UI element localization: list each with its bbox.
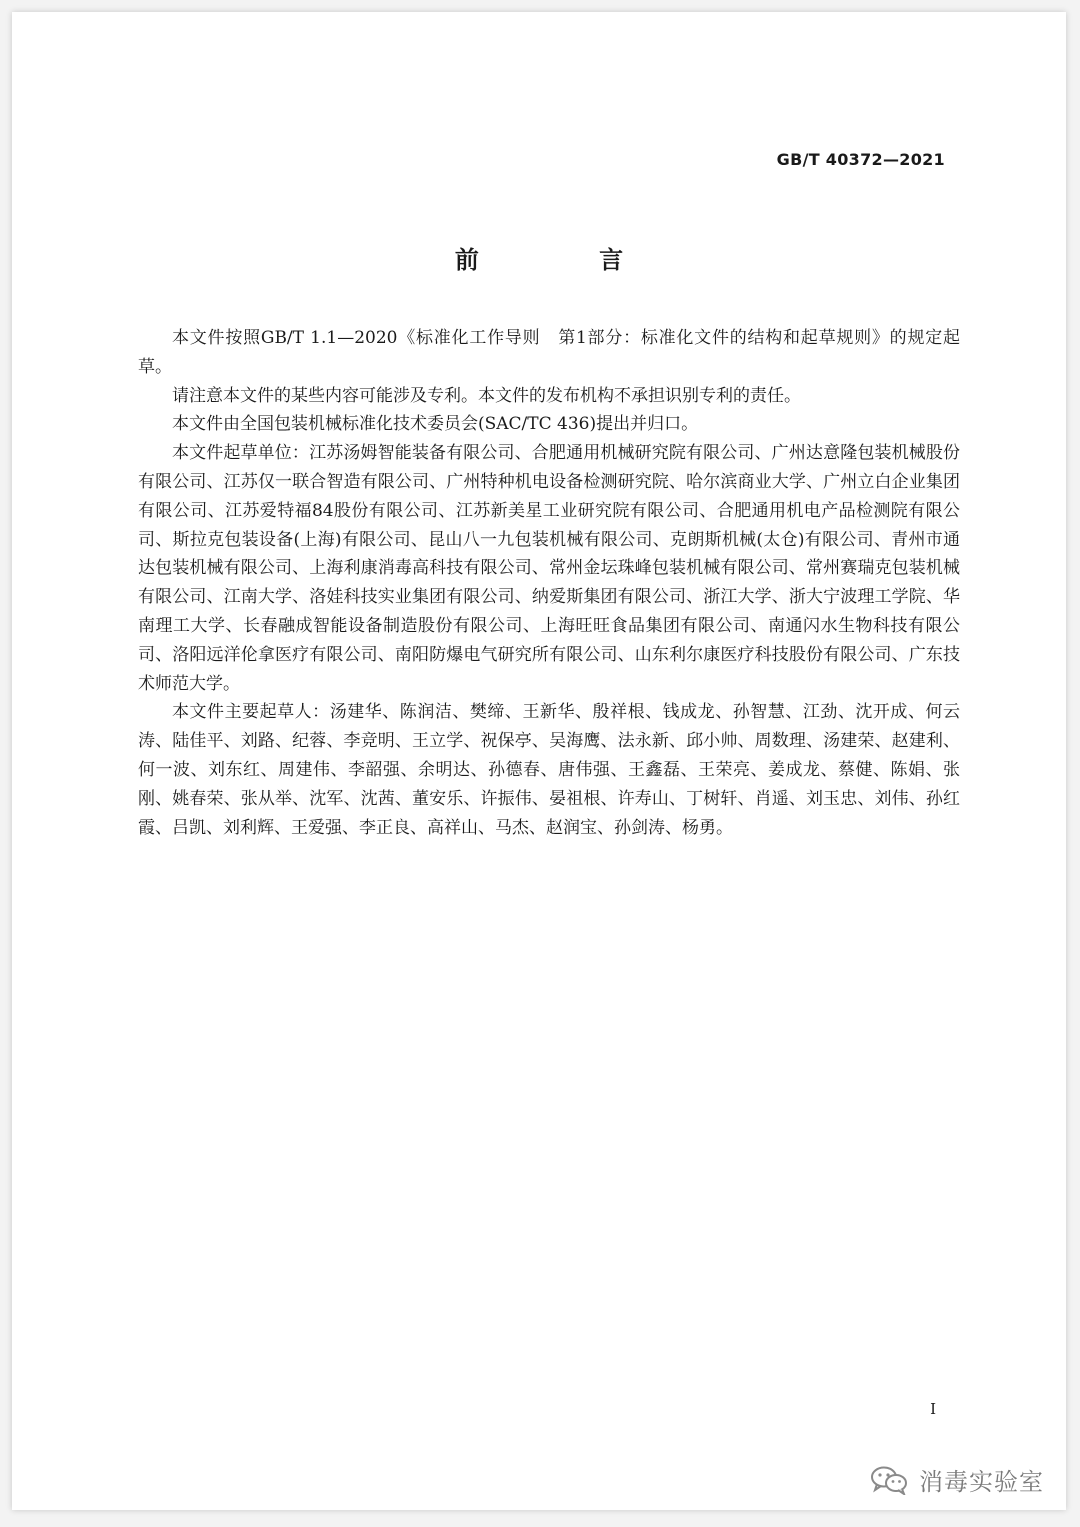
document-page [12, 12, 1066, 1510]
paragraph-patent-notice: 请注意本文件的某些内容可能涉及专利。本文件的发布机构不承担识别专利的责任。 [172, 385, 801, 406]
paragraph-proposer: 本文件由全国包装机械标准化技术委员会(SAC/TC 436)提出并归口。 [172, 414, 699, 435]
paragraph-drafting-rules: 本文件按照GB/T 1.1—2020《标准化工作导则 第1部分：标准化文件的结构和起草规则》的规定起草。 [138, 328, 960, 377]
wechat-icon [869, 1465, 909, 1495]
paragraph-drafters: 本文件主要起草人：汤建华、陈润洁、樊缔、王新华、殷祥根、钱成龙、孙智慧、江劲、沈开成、何云涛、陆佳平、刘路、纪蓉、李竞明、王立学、祝保亭、吴海鹰、法永新、邱小帅、周数理、汤建荣、赵建利、何一波、刘东红、周建伟、李韶强、余明达、孙德春、唐伟强、王鑫磊、王荣亮、姜成龙、蔡健、陈娟、张刚、姚春荣、张从举、沈军、沈茜、董安乐、许振伟、晏祖根、许寿山、丁树轩、肖遥、刘玉忠、刘伟、孙红霞、吕凯、刘利辉、王爱强、李正良、高祥山、马杰、赵润宝、孙剑涛、杨勇。 [138, 702, 960, 838]
paragraph-drafting-units: 本文件起草单位：江苏汤姆智能装备有限公司、合肥通用机械研究院有限公司、广州达意隆包装机械股份有限公司、江苏仅一联合智造有限公司、广州特种机电设备检测研究院、哈尔滨商业大学、广州立白企业集团有限公司、江苏爱特福84股份有限公司、江苏新美星工业研究院有限公司、合肥通用机电产品检测院有限公司、斯拉克包装设备(上海)有限公司、昆山八一九包装机械有限公司、克朗斯机械(太仓)有限公司、青州市通达包装机械有限公司、上海利康消毒高科技有限公司、常州金坛珠峰包装机械有限公司、常州赛瑞克包装机械有限公司、江南大学、洛娃科技实业集团有限公司、纳爱斯集团有限公司、浙江大学、浙大宁波理工学院、华南理工大学、长春融成智能设备制造股份有限公司、上海旺旺食品集团有限公司、南通闪水生物科技有限公司、洛阳远洋伦拿医疗有限公司、南阳防爆电气研究所有限公司、山东利尔康医疗科技股份有限公司、广东技术师范大学。 [138, 443, 960, 694]
watermark [869, 1462, 1044, 1497]
foreword-body [138, 324, 960, 842]
page-title: 前 言 [454, 246, 680, 274]
standard-code: GB/T 40372—2021 [776, 150, 945, 169]
page-number: I [930, 1400, 936, 1418]
watermark-text: 消毒实验室 [919, 1468, 1044, 1496]
